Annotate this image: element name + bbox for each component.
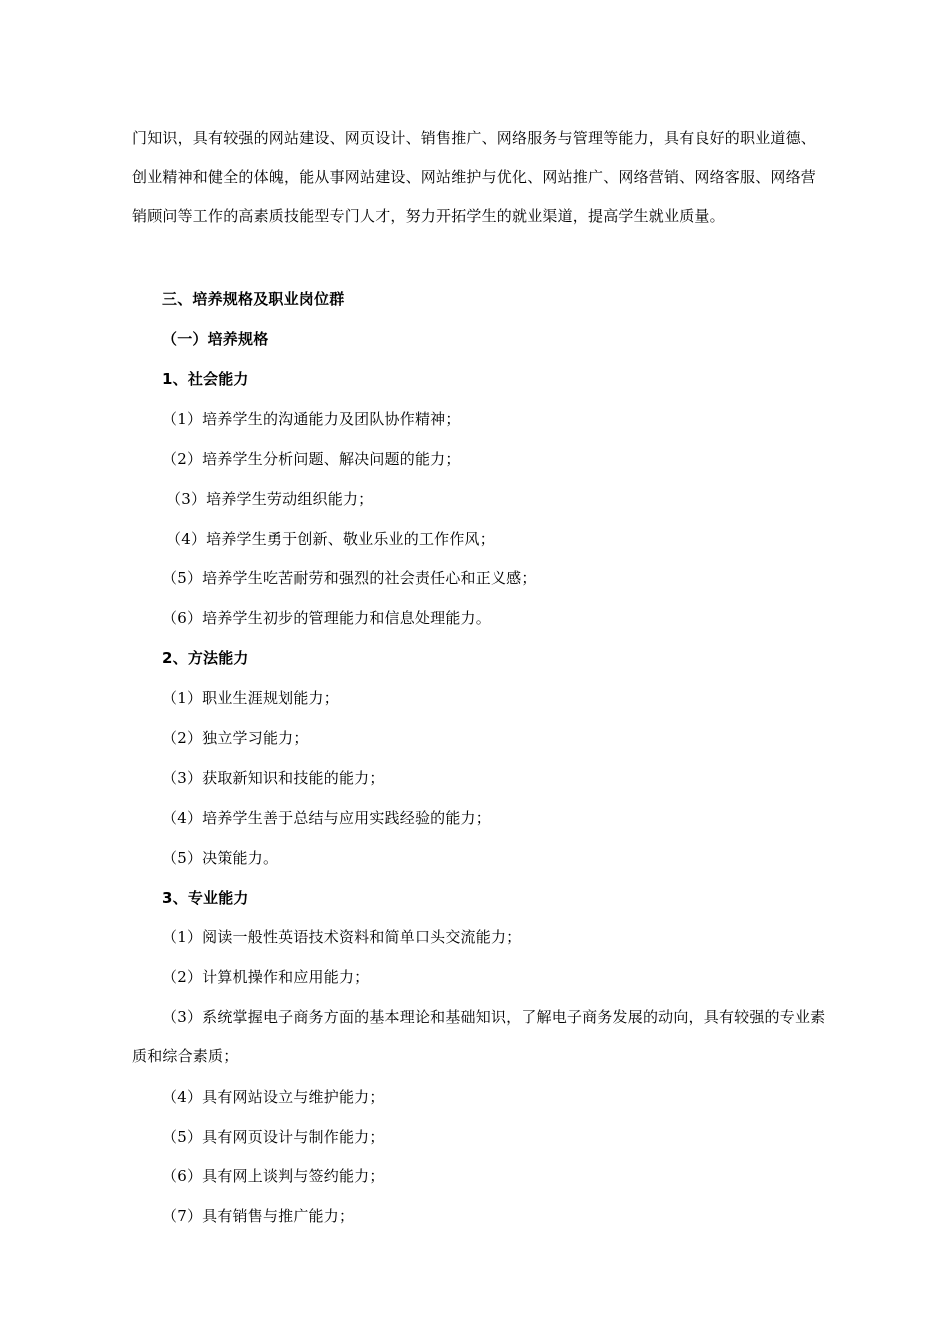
list-item: （5）培养学生吃苦耐劳和强烈的社会责任心和正义感； <box>162 569 537 587</box>
list-item: （3）系统掌握电子商务方面的基本理论和基础知识，了解电子商务发展的动向，具有较强的专业素质和综合素质； <box>132 1008 826 1065</box>
list-item: （2）独立学习能力； <box>162 729 309 747</box>
list-item: （2）计算机操作和应用能力； <box>162 968 370 986</box>
section-heading: 三、培养规格及职业岗位群 <box>162 290 345 308</box>
list-item: （2）培养学生分析问题、解决问题的能力； <box>162 450 461 468</box>
list-item: （4）培养学生善于总结与应用实践经验的能力； <box>162 809 491 827</box>
professional-ability-heading: 3、专业能力 <box>162 889 249 907</box>
list-item: （5）具有网页设计与制作能力； <box>162 1128 385 1146</box>
list-item: （4）培养学生勇于创新、敬业乐业的工作作风； <box>166 530 495 548</box>
intro-paragraph: 门知识，具有较强的网站建设、网页设计、销售推广、网络服务与管理等能力，具有良好的职业道德、创业精神和健全的体魄，能从事网站建设、网站维护与优化、网站推广、网络营销、网络客服、网络营销顾问等工作的高素质技能型专门人才，努力开拓学生的就业渠道，提高学生就业质量。 <box>132 129 817 225</box>
list-item: （5）决策能力。 <box>162 849 279 867</box>
subsection-heading: （一）培养规格 <box>162 330 269 348</box>
list-item: （1）培养学生的沟通能力及团队协作精神； <box>162 410 461 428</box>
method-ability-heading: 2、方法能力 <box>162 649 249 667</box>
list-item: （1）阅读一般性英语技术资料和简单口头交流能力； <box>162 928 522 946</box>
list-item: （7）具有销售与推广能力； <box>162 1207 355 1225</box>
list-item: （4）具有网站设立与维护能力； <box>162 1088 385 1106</box>
social-ability-heading: 1、社会能力 <box>162 370 249 388</box>
list-item: （1）职业生涯规划能力； <box>162 689 339 707</box>
list-item: （3）获取新知识和技能的能力； <box>162 769 385 787</box>
list-item: （3）培养学生劳动组织能力； <box>166 490 374 508</box>
list-item: （6）具有网上谈判与签约能力； <box>162 1167 385 1185</box>
list-item: （6）培养学生初步的管理能力和信息处理能力。 <box>162 609 491 627</box>
